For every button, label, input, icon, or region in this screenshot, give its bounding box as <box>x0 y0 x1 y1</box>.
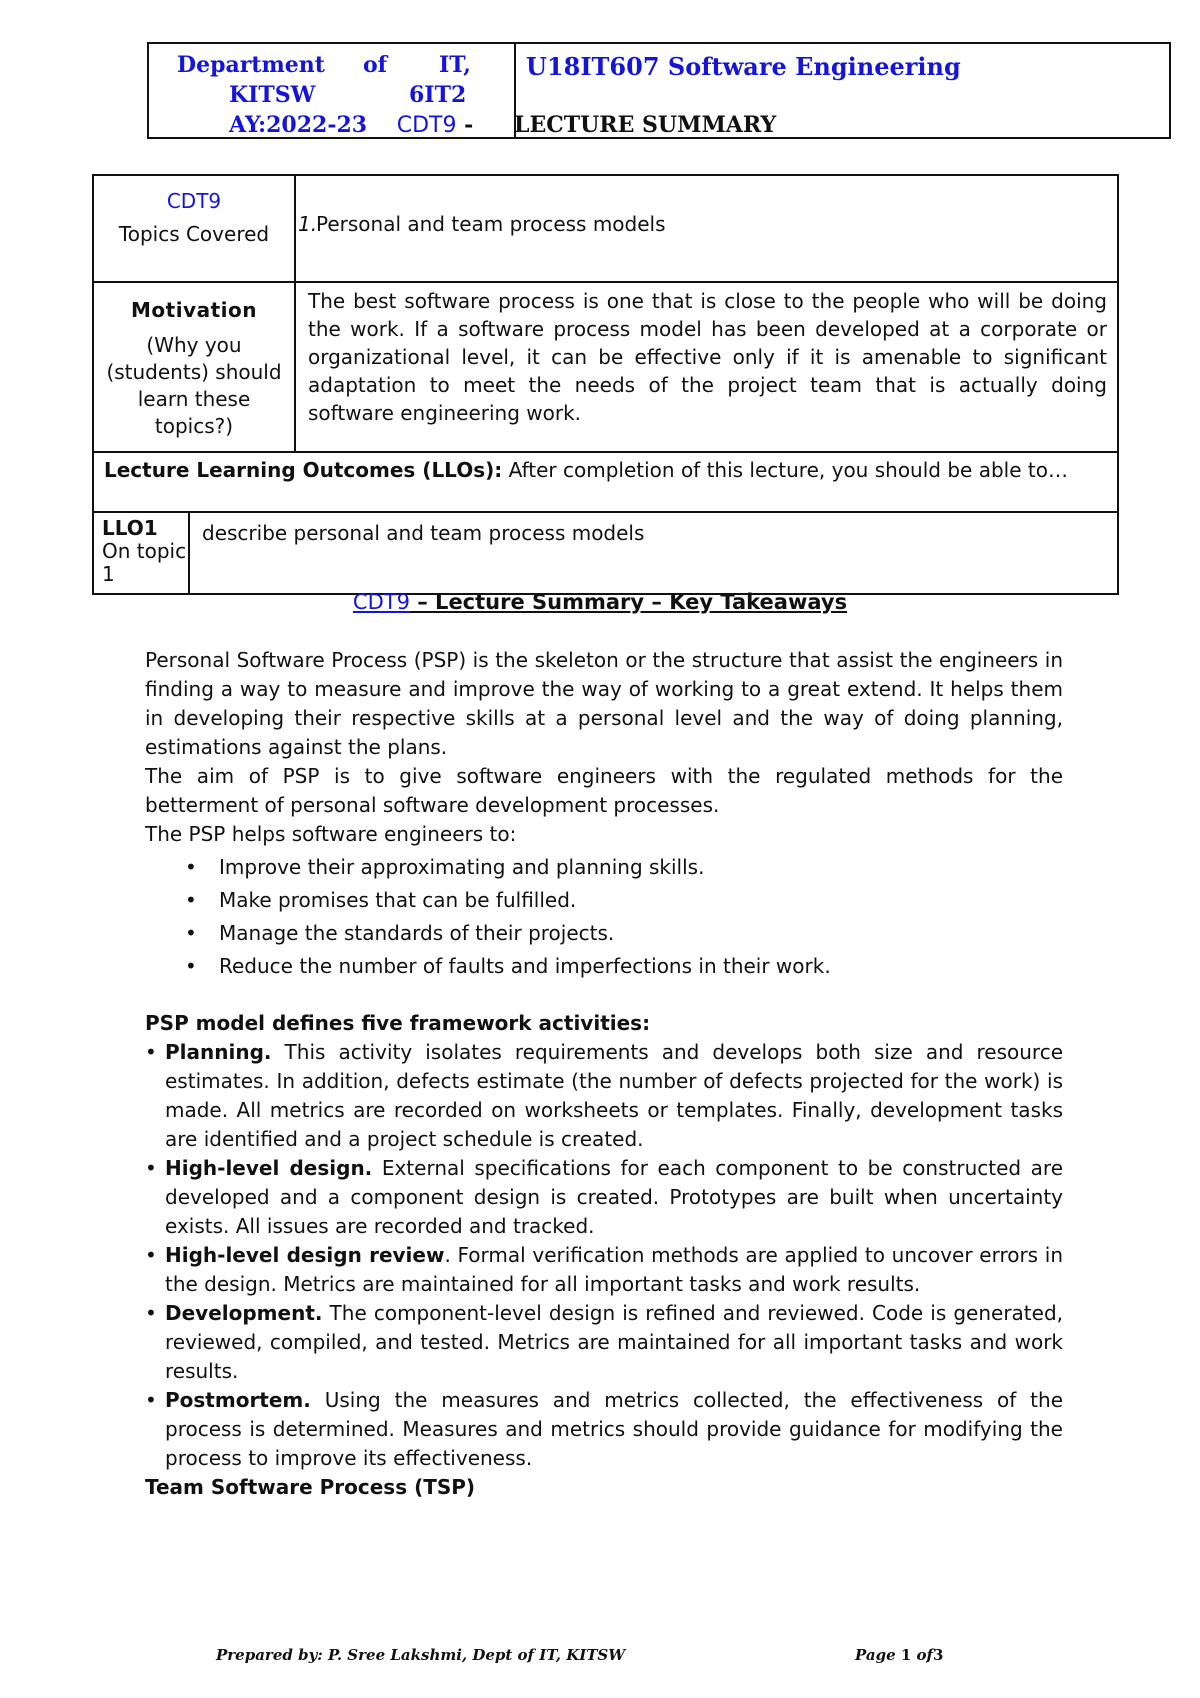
ay-line <box>229 112 473 138</box>
activity-text: . Formal verification methods are applied to uncover errors in the design. Metrics are maintained for all important tasks and work results. <box>165 1243 1064 1296</box>
activity-design-review <box>145 1241 1063 1299</box>
header-course-cell <box>516 44 1169 137</box>
llo-intro: After completion of this lecture, you should be able to… <box>508 458 1068 482</box>
header-department-cell <box>149 44 516 137</box>
psp-helps-paragraph: The PSP helps software engineers to: <box>145 822 517 846</box>
activity-text: This activity isolates requirements and develops both size and resource estimates. In addition, defects estimate (the number of defects projected for the work) is made. All metrics are recorded on worksheets or templates. Finally, development tasks are identified and a project schedule is created. <box>165 1040 1063 1151</box>
page-current: 1 <box>900 1646 912 1664</box>
page-number <box>855 1646 943 1664</box>
class-name: 6IT2 <box>409 82 467 108</box>
activity-name: Postmortem. <box>165 1388 311 1412</box>
document-header <box>147 42 1171 139</box>
course-title: U18IT607 Software Engineering <box>526 52 961 81</box>
list-item: • Improve their approximating and planning skills. <box>185 851 1063 884</box>
academic-year: AY:2022-23 <box>229 112 368 138</box>
llo1-topic-ref: On topic 1 <box>102 539 187 586</box>
page-total: 3 <box>933 1646 944 1664</box>
prepared-by: Prepared by: P. Sree Lakshmi, Dept of IT, KITSW <box>216 1646 626 1664</box>
summary-body <box>145 646 1063 1502</box>
of-word: of <box>363 52 388 78</box>
department-word: Department <box>177 52 325 78</box>
key-takeaways-cdt: CDT9 <box>352 590 410 614</box>
it-word: IT, <box>439 52 471 78</box>
motivation-label-cell <box>94 283 296 451</box>
motivation-subtitle: (Why you (students) should learn these topics?) <box>106 333 282 438</box>
activity-high-level-design <box>145 1154 1063 1241</box>
psp-intro-paragraph: Personal Software Process (PSP) is the skeleton or the structure that assist the engineers in finding a way to measure and improve the way of working to a great extend. It helps them in developing their respective skills at a personal level and the way of doing planning, estimations against the plans. <box>145 648 1063 759</box>
psp-activities-list <box>145 1038 1063 1473</box>
topics-value-cell <box>296 176 1117 281</box>
topics-cdt-code: CDT9 <box>166 189 222 213</box>
key-takeaways-label: – Lecture Summary – Key Takeaways <box>409 590 848 614</box>
list-item: • Manage the standards of their projects. <box>185 917 1063 950</box>
llo1-label-cell <box>94 513 190 593</box>
page-of-word: of <box>916 1646 934 1664</box>
dash: - <box>464 112 474 138</box>
activity-text: The component-level design is refined and reviewed. Code is generated, reviewed, compiled, and tested. Metrics are maintained for all important tasks and work results. <box>165 1301 1063 1383</box>
college-name: KITSW <box>229 82 316 108</box>
activity-name: Planning. <box>165 1040 272 1064</box>
topics-row <box>94 176 1117 283</box>
activity-text: External specifications for each component to be constructed are developed and a component design is created. Prototypes are built when uncertainty exists. All issues are recorded and tracked. <box>165 1156 1063 1238</box>
activity-planning <box>145 1038 1063 1154</box>
activity-text: Using the measures and metrics collected, the effectiveness of the process is determined. Measures and metrics should provide guidance for modifying the process to improve its effectiveness. <box>165 1388 1063 1470</box>
motivation-text: The best software process is one that is close to the people who will be doing the work. If a software process model has been developed at a corporate or organizational level, it can be effective only if it is amenable to significant adaptation to meet the needs of the project team that is actually doing software engineering work. <box>308 289 1107 425</box>
activity-name: High-level design review <box>165 1243 445 1267</box>
department-line <box>177 52 471 78</box>
college-class-line <box>229 82 467 108</box>
llo1-text: describe personal and team process models <box>202 521 645 545</box>
psp-activities-heading: PSP model defines five framework activities: <box>145 1011 651 1035</box>
key-takeaways-title <box>0 590 1200 614</box>
tsp-heading: Team Software Process (TSP) <box>145 1475 476 1499</box>
topics-table <box>92 174 1119 595</box>
topics-covered-label: Topics Covered <box>118 222 270 246</box>
llo1-label: LLO1 <box>102 516 158 540</box>
page-word: Page <box>855 1646 896 1664</box>
topic-text: Personal and team process models <box>316 212 666 236</box>
activity-development <box>145 1299 1063 1386</box>
llo-heading-row <box>94 453 1117 513</box>
topics-label-cell <box>94 176 296 281</box>
psp-aim-paragraph: The aim of PSP is to give software engineers with the regulated methods for the betterment of personal software development processes. <box>145 764 1063 817</box>
list-item: • Make promises that can be fulfilled. <box>185 884 1063 917</box>
activity-name: High-level design. <box>165 1156 373 1180</box>
motivation-row <box>94 283 1117 453</box>
cdt-code: CDT9 <box>396 113 457 138</box>
llo-heading: Lecture Learning Outcomes (LLOs): <box>104 458 503 482</box>
motivation-title: Motivation <box>131 298 257 322</box>
activity-name: Development. <box>165 1301 323 1325</box>
list-item: • Reduce the number of faults and imperfections in their work. <box>185 950 1063 983</box>
activity-postmortem <box>145 1386 1063 1473</box>
lecture-summary-label: LECTURE SUMMARY <box>514 112 777 138</box>
psp-benefits-list <box>145 851 1063 983</box>
llo1-row <box>94 513 1117 593</box>
topic-number: 1. <box>298 212 318 236</box>
